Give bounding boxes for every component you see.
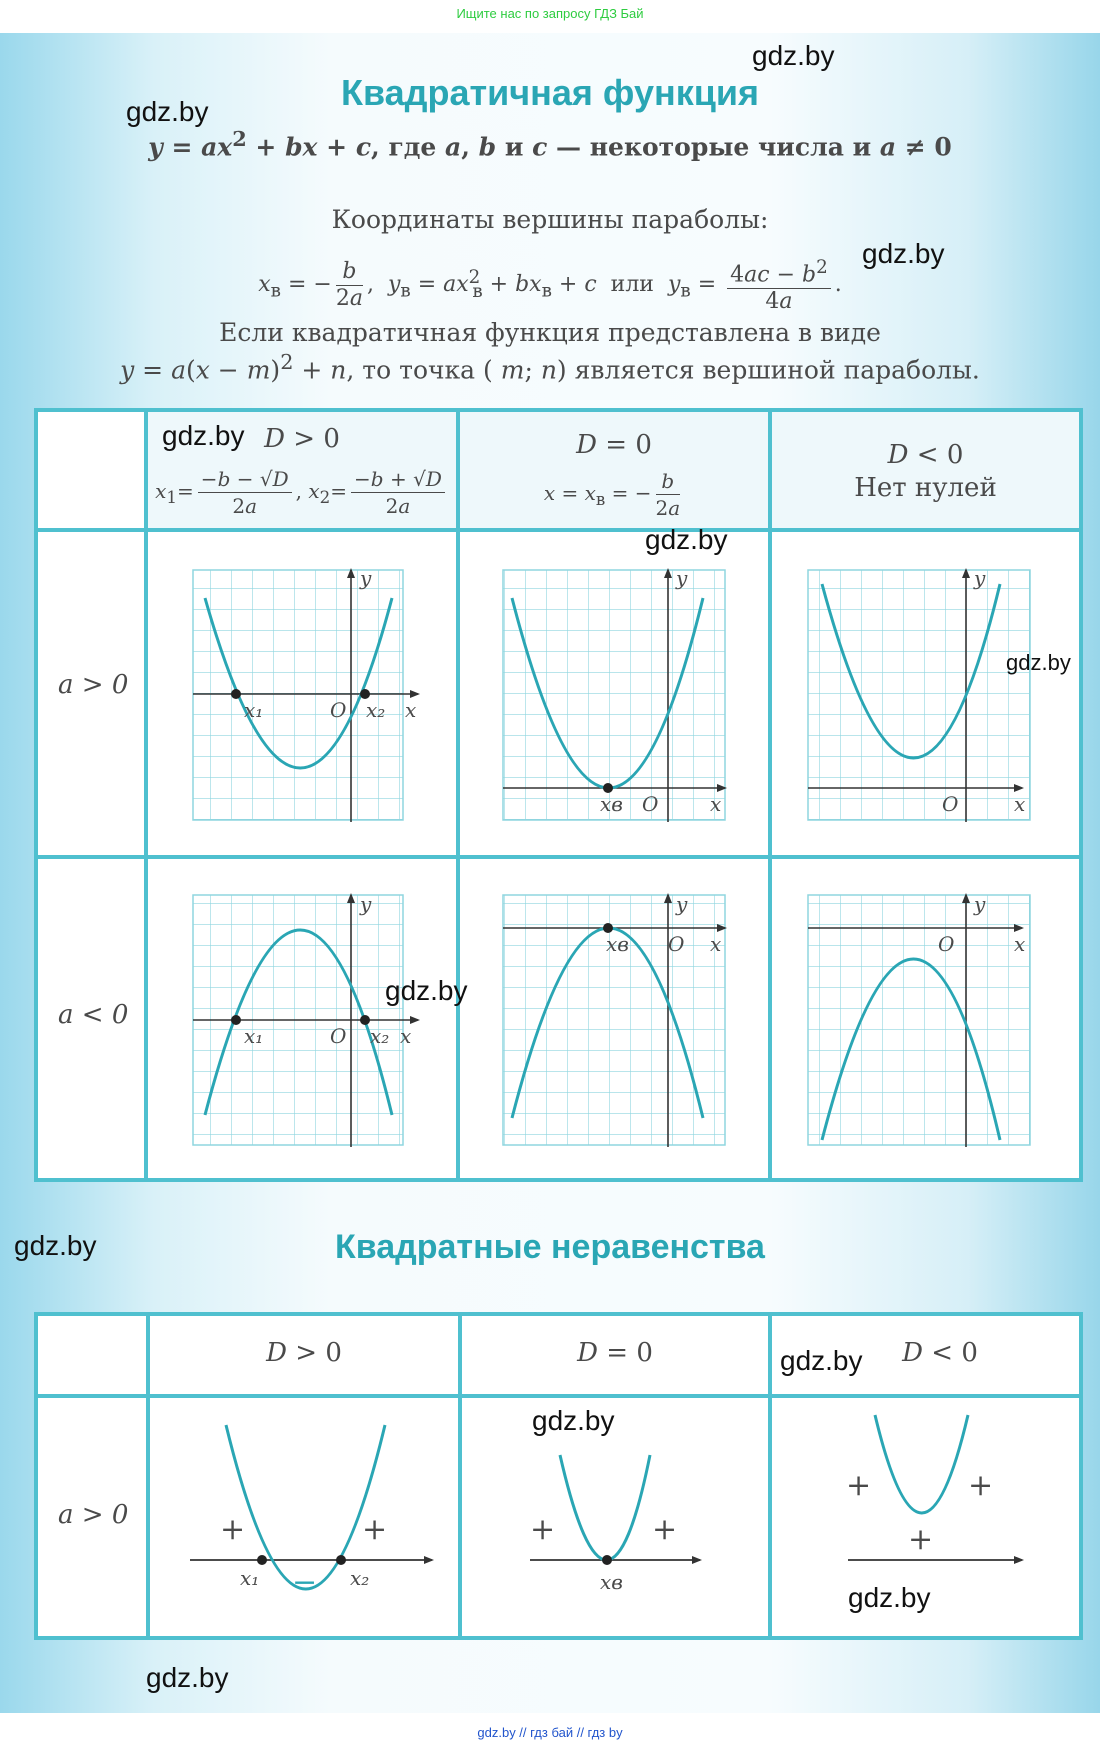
graph-a-neg-d-neg	[808, 893, 1030, 1147]
axis-y-label: y	[974, 892, 986, 916]
axis-y-label: y	[974, 566, 986, 590]
t1-col2-cond: D = 0	[576, 430, 652, 460]
xv-label: xв	[600, 792, 623, 816]
watermark: gdz.by	[1006, 650, 1071, 675]
t1-row-a-neg: a < 0	[58, 1000, 129, 1030]
definition-line: $y = ax^2$ + bx + c, где a, b и c — некоторые числа и a ≠ 0	[148, 126, 952, 162]
x2-label: x₂	[350, 1566, 370, 1590]
t1-col1-cond: D > 0	[264, 424, 340, 454]
watermark: gdz.by	[126, 96, 209, 127]
origin-label: O	[642, 792, 659, 816]
axis-x-label: x	[1014, 932, 1026, 956]
origin-label: O	[330, 1024, 347, 1048]
section-title-quadratic-function: Квадратичная функция	[340, 72, 760, 113]
vertex-heading: Координаты вершины параболы:	[331, 205, 769, 234]
watermark: gdz.by	[532, 1405, 615, 1436]
t2-col1: D > 0	[266, 1338, 342, 1368]
watermark: gdz.by	[862, 238, 945, 269]
xv-label: xв	[600, 1570, 623, 1594]
x1-label: x₁	[244, 1024, 264, 1048]
origin-label: O	[942, 792, 959, 816]
watermark: gdz.by	[780, 1345, 863, 1376]
section-title-quadratic-inequalities: Квадратные неравенства	[335, 1228, 765, 1266]
origin-label: O	[330, 698, 347, 722]
axis-y-label: y	[360, 566, 372, 590]
graph-a-neg-d-pos	[193, 893, 420, 1147]
axis-x-label: x	[1014, 792, 1026, 816]
plus-sign: +	[530, 1512, 556, 1547]
origin-label: O	[938, 932, 955, 956]
vertex-text-1: Если квадратичная функция представлена в виде	[219, 318, 881, 347]
t2-col2: D = 0	[577, 1338, 653, 1368]
watermark: gdz.by	[385, 975, 468, 1006]
plus-sign: +	[652, 1512, 678, 1547]
axis-y-label: y	[676, 892, 688, 916]
t1-col3-cond: D < 0	[887, 440, 964, 470]
x2-label: x₂	[370, 1024, 390, 1048]
axis-x-label: x	[710, 932, 722, 956]
t2-row-a-pos: a > 0	[58, 1500, 129, 1530]
t1-col2-formula: $x = x_в$ = − $\frac{b}{2a}$	[543, 469, 681, 520]
watermark: gdz.by	[752, 40, 835, 71]
minus-sign: −	[292, 1565, 318, 1600]
graph-a-pos-d-zero	[503, 568, 727, 822]
x2-label: x₂	[366, 698, 386, 722]
plus-sign: +	[362, 1512, 388, 1547]
t1-col3-formula: Нет нулей	[854, 473, 997, 503]
watermark: gdz.by	[645, 524, 728, 555]
x1-label: x₁	[240, 1566, 260, 1590]
watermark: gdz.by	[848, 1582, 931, 1613]
t1-col1-formula: $x_1=$ $\frac{-b - √D}{2a}$ , $x_2=$ $\frac{-b + √D}{2a}$	[148, 466, 456, 519]
top-banner[interactable]: Ищите нас по запросу ГДЗ Бай	[456, 6, 644, 21]
watermark: gdz.by	[162, 420, 245, 451]
origin-label: O	[668, 932, 685, 956]
plus-sign: +	[908, 1522, 934, 1557]
plus-sign: +	[968, 1468, 994, 1503]
watermark: gdz.by	[146, 1662, 229, 1693]
xv-label: xв	[606, 932, 629, 956]
axis-y-label: y	[676, 566, 688, 590]
graph-a-pos-d-pos	[193, 568, 420, 822]
plus-sign: +	[846, 1468, 872, 1503]
watermark: gdz.by	[14, 1230, 97, 1261]
bottom-banner[interactable]: gdz.by // гдз бай // гдз by	[477, 1725, 623, 1740]
plus-sign: +	[220, 1512, 246, 1547]
axis-x-label: x	[710, 792, 722, 816]
axis-x-label: x	[400, 1024, 412, 1048]
axis-y-label: y	[360, 892, 372, 916]
graph-a-pos-d-neg	[808, 568, 1030, 822]
x1-label: x₁	[244, 698, 264, 722]
vertex-text-2: $y = a(x - m)^2 + n$, то точка ( m; n) является вершиной параболы.	[120, 350, 980, 385]
t1-row-a-pos: a > 0	[58, 670, 129, 700]
axis-x-label: x	[405, 698, 417, 722]
vertex-formula: $x_в$ = − $\frac{b}{2a}$ , $y_в = ax^2_в + bx_в + c$ или $y_в$ = $\frac{4ac - b^2}{4a}$ .	[258, 257, 842, 315]
t2-col3: D < 0	[902, 1338, 978, 1368]
